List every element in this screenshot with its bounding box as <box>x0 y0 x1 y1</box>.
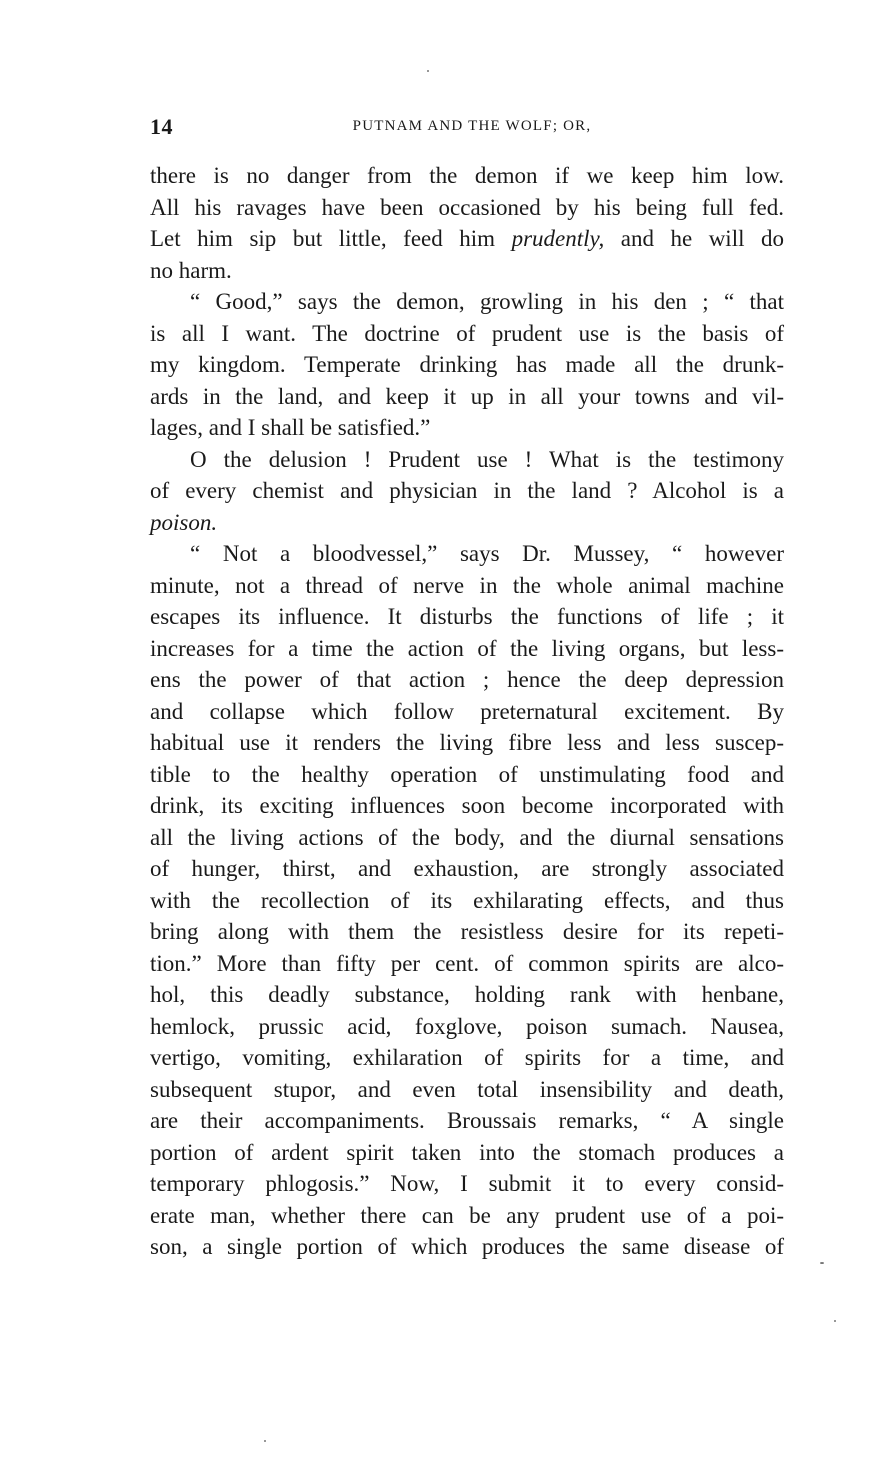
text-line: my kingdom. Temperate drinking has made all the drunk- <box>150 352 784 377</box>
text-line: habitual use it renders the living fibre less and less suscep- <box>150 730 784 755</box>
body-text <box>150 160 784 1263</box>
scan-speck <box>427 70 429 72</box>
text-line: ards in the land, and keep it up in all your towns and vil- <box>150 383 784 409</box>
text-line: vertigo, vomiting, exhilaration of spirits for a time, and <box>150 1045 784 1070</box>
paragraph <box>150 160 784 286</box>
text-line: increases for a time the action of the living organs, but less- <box>150 635 784 661</box>
text-line: all the living actions of the body, and the diurnal sensations <box>150 824 784 850</box>
paragraph <box>150 286 784 444</box>
text-line: drink, its exciting influences soon become incorporated with <box>150 793 784 818</box>
italic-emphasis: prudently, <box>511 226 605 251</box>
text-line: “ Not a bloodvessel,” says Dr. Mussey, “ however <box>190 541 784 566</box>
text-line: erate man, whether there can be any prudent use of a poi- <box>150 1202 784 1228</box>
text-line: lages, and I shall be satisfied.” <box>150 415 431 440</box>
text-line: “ Good,” says the demon, growling in his den ; “ that <box>190 289 784 314</box>
text-line: with the recollection of its exhilarating effects, and thus <box>150 887 784 913</box>
paragraph <box>150 538 784 1263</box>
text-line: Let him sip but little, feed him prudently, and he will do <box>150 226 784 251</box>
page-number: 14 <box>150 114 173 139</box>
running-head <box>150 114 784 142</box>
text-line: tion.” More than fifty per cent. of common spirits are alco- <box>150 950 784 976</box>
text-line: of every chemist and physician in the land ? Alcohol is a <box>150 478 784 503</box>
text-line: tible to the healthy operation of unstimulating food and <box>150 761 784 787</box>
text-line: ens the power of that action ; hence the deep depression <box>150 667 784 692</box>
scan-speck <box>264 1440 266 1442</box>
text-line: of hunger, thirst, and exhaustion, are strongly associated <box>150 856 784 881</box>
text-line: hol, this deadly substance, holding rank with henbane, <box>150 982 784 1007</box>
text-line: portion of ardent spirit taken into the stomach produces a <box>150 1139 784 1165</box>
scan-speck <box>820 1262 824 1264</box>
text-line: is all I want. The doctrine of prudent use is the basis of <box>150 320 784 346</box>
text-line <box>150 507 784 539</box>
text-line: subsequent stupor, and even total insensibility and death, <box>150 1076 784 1102</box>
text-line: son, a single portion of which produces the same disease of <box>150 1234 784 1259</box>
text-line: temporary phlogosis.” Now, I submit it to every consid- <box>150 1171 784 1196</box>
running-title: PUTNAM AND THE WOLF; OR, <box>352 118 592 134</box>
text-line: no harm. <box>150 257 232 283</box>
text-line: escapes its influence. It disturbs the functions of life ; it <box>150 604 784 629</box>
text-line: hemlock, prussic acid, foxglove, poison sumach. Nausea, <box>150 1013 784 1039</box>
text-line: and collapse which follow preternatural excitement. By <box>150 698 784 724</box>
scan-speck <box>834 1320 836 1322</box>
text-line: All his ravages have been occasioned by his being full fed. <box>150 194 784 220</box>
text-line: are their accompaniments. Broussais remarks, “ A single <box>150 1108 784 1133</box>
text-line: minute, not a thread of nerve in the whole animal machine <box>150 572 784 598</box>
text-line: O the delusion ! Prudent use ! What is the testimony <box>190 446 784 472</box>
text-line: bring along with them the resistless desire for its repeti- <box>150 919 784 944</box>
italic-emphasis: poison. <box>150 509 218 535</box>
paragraph <box>150 444 784 539</box>
text-line: there is no danger from the demon if we keep him low. <box>150 163 784 188</box>
